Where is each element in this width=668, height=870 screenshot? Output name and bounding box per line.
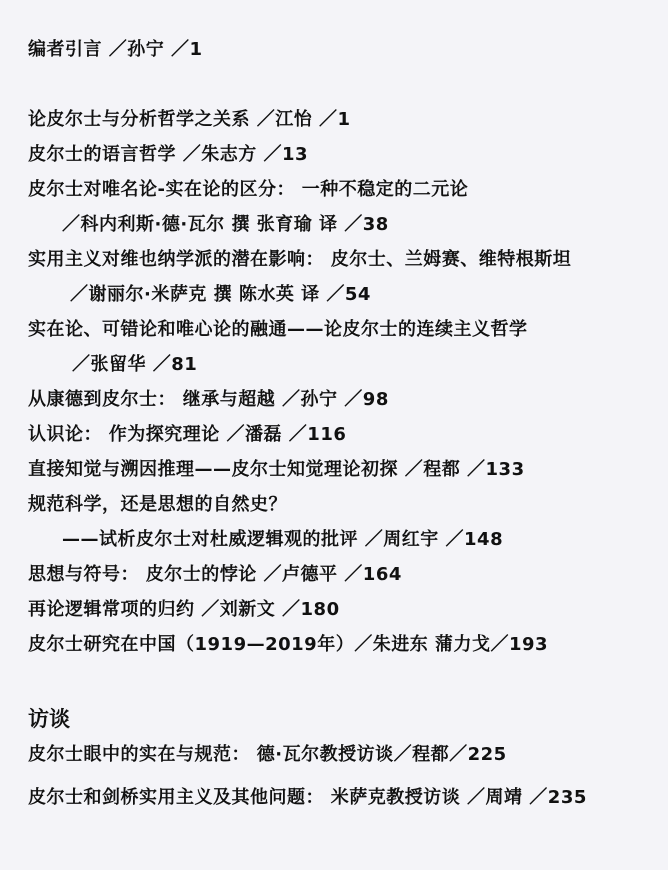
toc-entry: 再论逻辑常项的归约 ／刘新文 ／180 — [28, 599, 340, 620]
toc-entry: 皮尔士的语言哲学 ／朱志方 ／13 — [28, 144, 309, 165]
toc-entry-continuation: ——试析皮尔士对杜威逻辑观的批评 ／周红宇 ／148 — [62, 529, 504, 550]
toc-interview-entry: 皮尔士和剑桥实用主义及其他问题： 米萨克教授访谈 ／周靖 ／235 — [28, 787, 587, 808]
toc-entry: 皮尔士对唯名论-实在论的区分： 一种不稳定的二元论 — [28, 179, 469, 200]
toc-entry: 思想与符号： 皮尔士的悖论 ／卢德平 ／164 — [28, 564, 402, 585]
toc-entry-continuation: ／张留华 ／81 — [72, 354, 198, 375]
toc-entry: 实用主义对维也纳学派的潜在影响： 皮尔士、兰姆赛、维特根斯坦 — [28, 249, 572, 270]
toc-entry: 认识论： 作为探究理论 ／潘磊 ／116 — [28, 424, 347, 445]
toc-preface: 编者引言 ／孙宁 ／1 — [28, 39, 203, 60]
toc-entry: 规范科学，还是思想的自然史？ — [28, 494, 287, 515]
toc-entry: 直接知觉与溯因推理——皮尔士知觉理论初探 ／程都 ／133 — [28, 459, 525, 480]
toc-entry: 实在论、可错论和唯心论的融通——论皮尔士的连续主义哲学 — [28, 319, 528, 340]
toc-interview-entry: 皮尔士眼中的实在与规范： 德·瓦尔教授访谈／程都／225 — [28, 744, 507, 765]
toc-entry-continuation: ／科内利斯·德·瓦尔 撰 张育瑜 译 ／38 — [62, 214, 389, 235]
toc-entry: 从康德到皮尔士： 继承与超越 ／孙宁 ／98 — [28, 389, 389, 410]
toc-entry-continuation: ／谢丽尔·米萨克 撰 陈水英 译 ／54 — [70, 284, 371, 305]
toc-entry: 论皮尔士与分析哲学之关系 ／江怡 ／1 — [28, 109, 351, 130]
section-heading-interviews: 访谈 — [28, 707, 70, 731]
toc-entry: 皮尔士研究在中国（1919—2019年）／朱进东 蒲力戈／193 — [28, 634, 549, 655]
